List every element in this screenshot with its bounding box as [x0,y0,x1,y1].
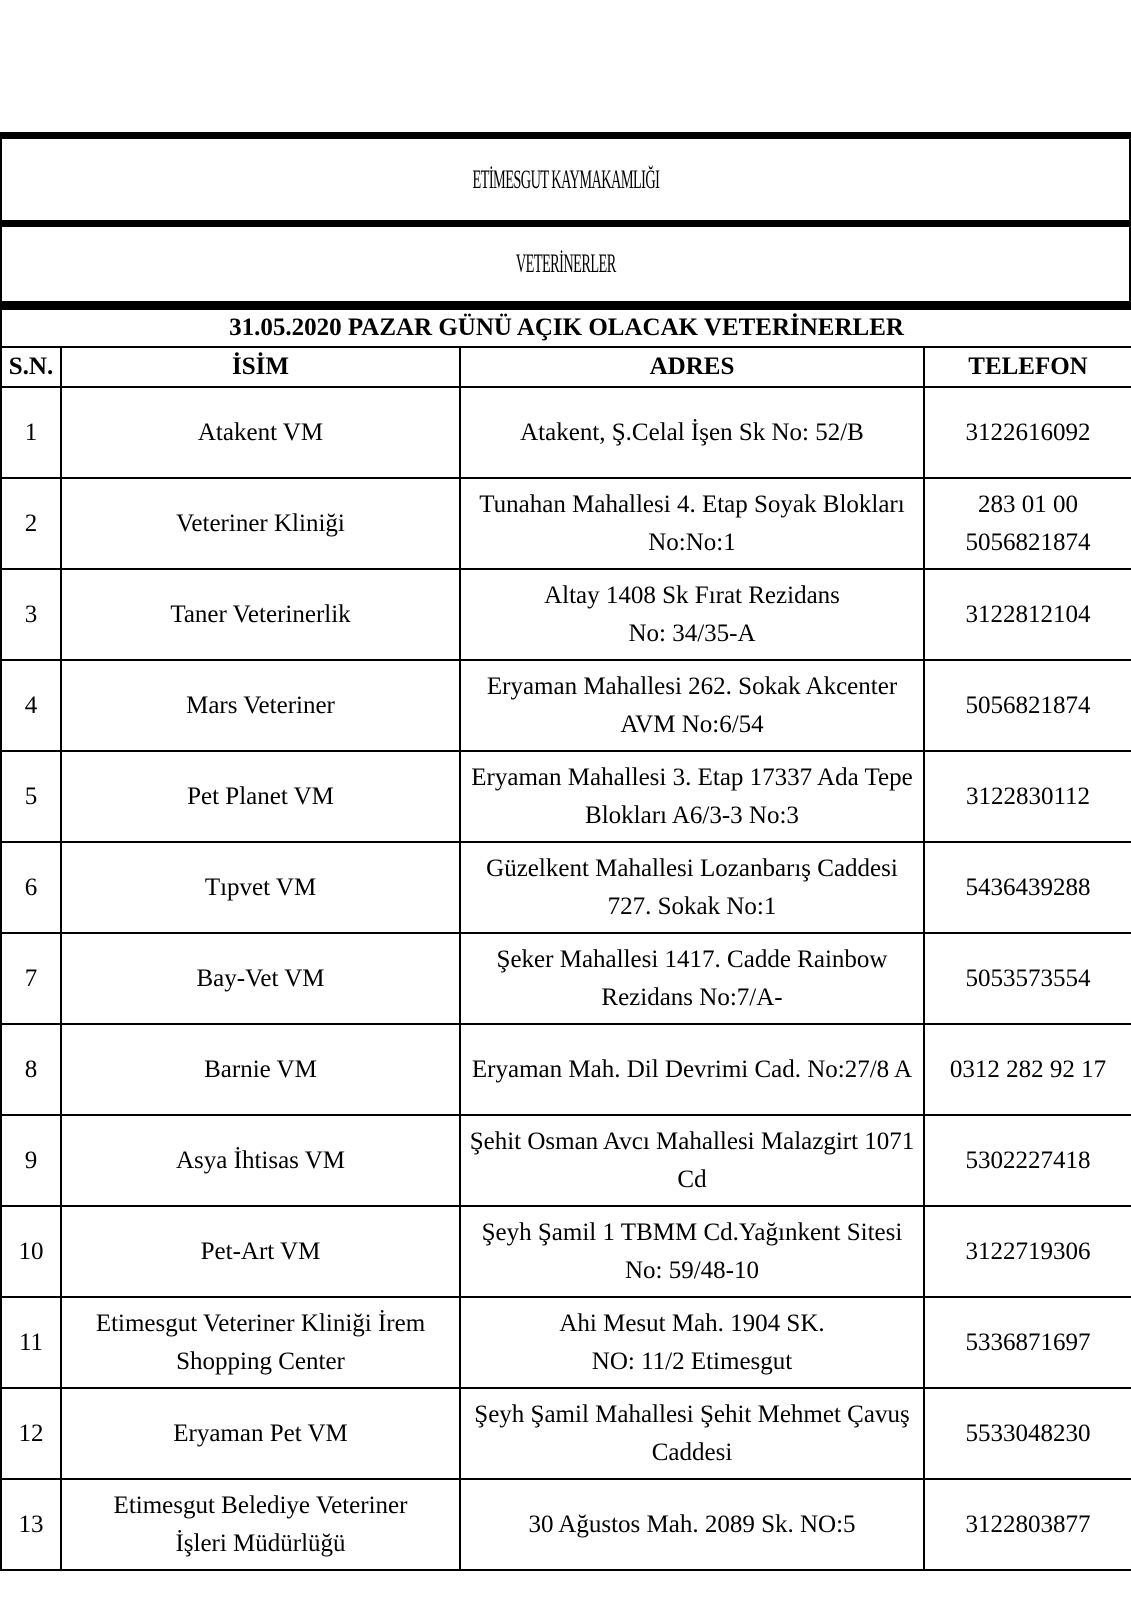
table-row [1,660,1131,751]
cell-phone [924,1206,1131,1297]
cell-name-line: Etimesgut Veteriner Kliniği İrem [95,1309,426,1337]
cell-phone [924,933,1131,1024]
cell-address-line: No:No:1 [648,528,736,556]
cell-address-line: Altay 1408 Sk Fırat Rezidans [544,581,840,609]
table-row [1,1024,1131,1115]
table-row [1,1297,1131,1388]
cell-name [61,387,460,478]
cell-sn: 9 [1,1115,61,1206]
cell-sn: 5 [1,751,61,842]
table-row [1,842,1131,933]
cell-sn: 10 [1,1206,61,1297]
cell-name [61,1388,460,1479]
cell-name [61,1115,460,1206]
cell-address [460,387,924,478]
cell-phone-line: 3122719306 [965,1237,1091,1265]
cell-phone [924,478,1131,569]
cell-address-line: Ahi Mesut Mah. 1904 SK. [559,1309,825,1337]
table-title: 31.05.2020 PAZAR GÜNÜ AÇIK OLACAK VETERİNERLER [1,309,1131,347]
cell-address-line: Blokları A6/3-3 No:3 [585,801,799,829]
cell-name [61,1297,460,1388]
cell-address-line: 30 Ağustos Mah. 2089 Sk. NO:5 [528,1510,856,1538]
cell-phone-line: 5533048230 [965,1419,1091,1447]
cell-name-line: Tıpvet VM [204,873,317,901]
table-row [1,1388,1131,1479]
cell-phone-line: 3122803877 [965,1510,1091,1538]
cell-phone [924,1024,1131,1115]
cell-sn: 2 [1,478,61,569]
cell-name-line: Asya İhtisas VM [176,1146,345,1174]
cell-phone-line: 0312 282 92 17 [949,1055,1107,1083]
cell-phone [924,842,1131,933]
cell-sn: 11 [1,1297,61,1388]
org-header-band [0,132,1131,227]
cell-name [61,660,460,751]
cell-address-line: Tunahan Mahallesi 4. Etap Soyak Blokları [479,490,905,518]
cell-phone [924,569,1131,660]
column-header-sn: S.N. [1,347,61,387]
table-row [1,1206,1131,1297]
table-row [1,1115,1131,1206]
cell-address-line: Atakent, Ş.Celal İşen Sk No: 52/B [520,418,864,446]
cell-address-line: 727. Sokak No:1 [607,892,777,920]
cell-sn: 12 [1,1388,61,1479]
cell-address-line: Şeker Mahallesi 1417. Cadde Rainbow [496,945,888,973]
cell-phone-line: 5056821874 [965,691,1091,719]
table-row [1,933,1131,1024]
cell-address [460,1297,924,1388]
cell-phone-line: 3122812104 [965,600,1091,628]
cell-phone-line: 5056821874 [965,528,1091,556]
cell-address [460,1388,924,1479]
cell-phone [924,660,1131,751]
cell-address-line: Şeyh Şamil 1 TBMM Cd.Yağınkent Sitesi [481,1218,903,1246]
cell-address [460,478,924,569]
cell-phone [924,1479,1131,1570]
cell-name [61,569,460,660]
column-header-name: İSİM [61,347,460,387]
cell-name-line: Bay-Vet VM [196,964,325,992]
cell-name-line: Veteriner Kliniği [176,509,345,537]
cell-phone [924,1388,1131,1479]
cell-name-line: Taner Veterinerlik [170,600,351,628]
cell-address [460,569,924,660]
cell-address-line: No: 59/48-10 [624,1256,760,1284]
cell-name [61,842,460,933]
cell-name-line: Pet Planet VM [187,782,334,810]
section-title: VETERİNERLER [515,249,616,278]
cell-phone-line: 283 01 00 [978,490,1079,518]
section-header-band [0,220,1131,308]
cell-address-line: Şeyh Şamil Mahallesi Şehit Mehmet Çavuş [474,1400,910,1428]
cell-address-line: AVM No:6/54 [620,710,764,738]
cell-name-line: Atakent VM [197,418,324,446]
cell-name-line: Barnie VM [204,1055,317,1083]
cell-name [61,751,460,842]
cell-phone [924,1297,1131,1388]
cell-address-line: Güzelkent Mahallesi Lozanbarış Caddesi [486,854,898,882]
veterinarian-table [0,308,1131,1571]
cell-address [460,1024,924,1115]
cell-address [460,933,924,1024]
cell-name [61,478,460,569]
cell-address [460,842,924,933]
cell-name-line: İşleri Müdürlüğü [175,1529,346,1557]
cell-address-line: Eryaman Mahallesi 3. Etap 17337 Ada Tepe [471,763,913,791]
cell-name-line: Eryaman Pet VM [173,1419,348,1447]
cell-name [61,1479,460,1570]
cell-phone-line: 3122616092 [965,418,1091,446]
cell-phone-line: 5053573554 [965,964,1091,992]
cell-name [61,933,460,1024]
table-title-row [1,309,1131,347]
cell-address-line: No: 34/35-A [628,619,756,647]
cell-sn: 6 [1,842,61,933]
cell-phone [924,1115,1131,1206]
cell-sn: 3 [1,569,61,660]
cell-phone-line: 5436439288 [965,873,1091,901]
cell-address-line: Rezidans No:7/A- [601,983,783,1011]
cell-address [460,751,924,842]
cell-address [460,1115,924,1206]
cell-address [460,1479,924,1570]
cell-name-line: Pet-Art VM [200,1237,321,1265]
cell-name [61,1206,460,1297]
cell-name [61,1024,460,1115]
cell-name-line: Etimesgut Belediye Veteriner [113,1491,408,1519]
column-header-phone: TELEFON [924,347,1131,387]
table-row [1,387,1131,478]
table-row [1,751,1131,842]
cell-phone-line: 5336871697 [965,1328,1091,1356]
table-row [1,478,1131,569]
cell-sn: 7 [1,933,61,1024]
table-row [1,1479,1131,1570]
column-header-address: ADRES [460,347,924,387]
cell-address [460,1206,924,1297]
cell-sn: 1 [1,387,61,478]
cell-address-line: Şehit Osman Avcı Mahallesi Malazgirt 1071 [469,1127,915,1155]
org-title: ETİMESGUT KAYMAKAMLIĞI [472,164,659,194]
cell-sn: 8 [1,1024,61,1115]
cell-phone [924,387,1131,478]
cell-name-line: Mars Veteriner [186,691,335,719]
cell-sn: 4 [1,660,61,751]
cell-address-line: NO: 11/2 Etimesgut [591,1347,793,1375]
table-row [1,569,1131,660]
cell-sn: 13 [1,1479,61,1570]
cell-address-line: Caddesi [651,1438,733,1466]
cell-address-line: Eryaman Mah. Dil Devrimi Cad. No:27/8 A [471,1055,913,1083]
cell-address-line: Eryaman Mahallesi 262. Sokak Akcenter [486,672,898,700]
cell-phone-line: 5302227418 [965,1146,1091,1174]
cell-phone [924,751,1131,842]
cell-address-line: Cd [677,1165,707,1193]
cell-phone-line: 3122830112 [965,782,1091,810]
cell-name-line: Shopping Center [176,1347,345,1375]
cell-address [460,660,924,751]
table-header-row [1,347,1131,387]
